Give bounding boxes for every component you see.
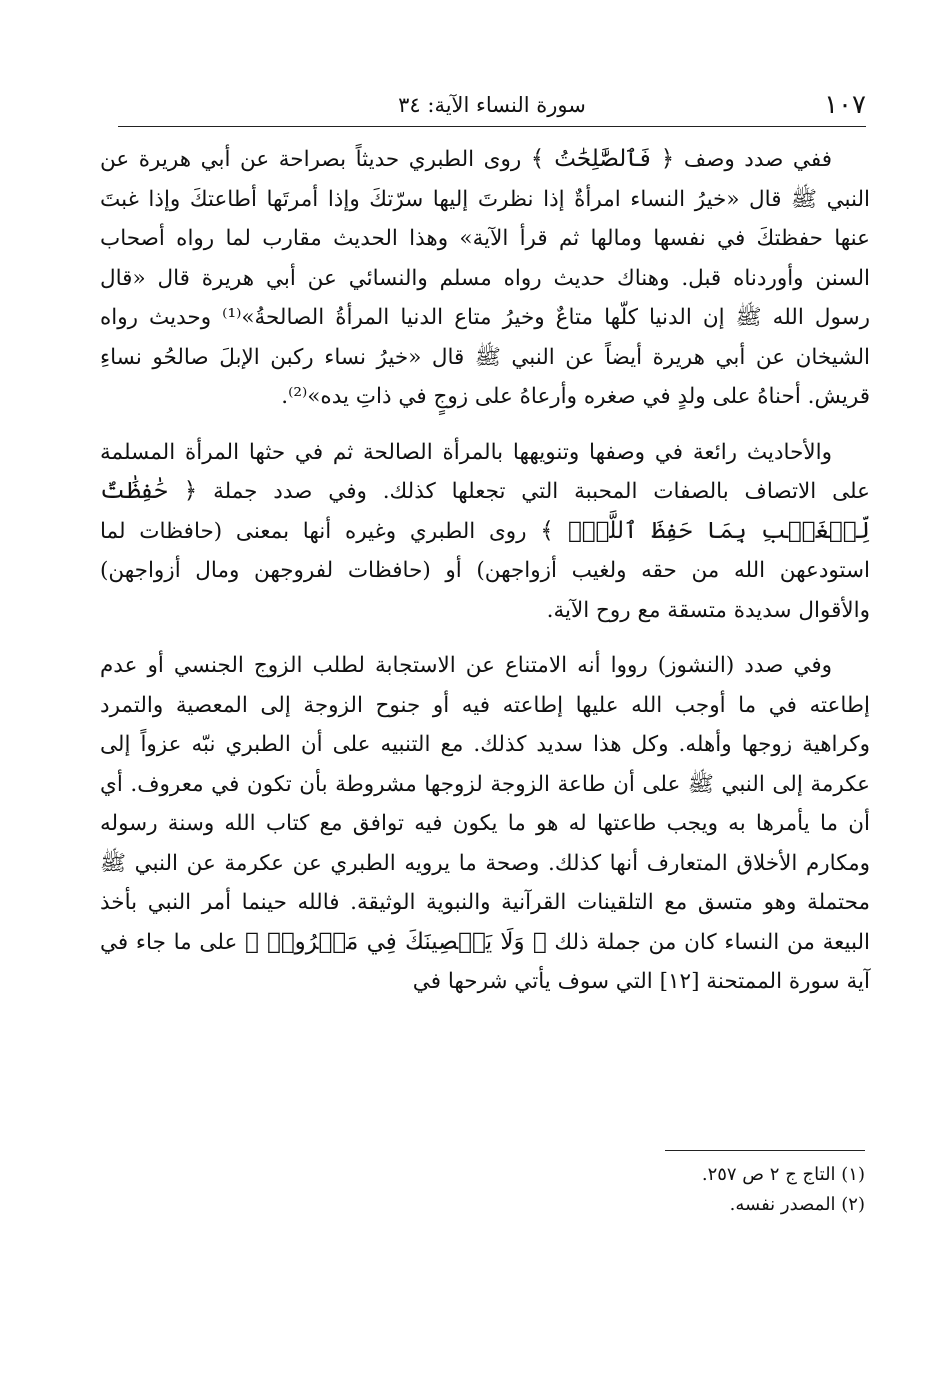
footnotes — [265, 1160, 865, 1220]
quran-verse: ﴿ فَٱلصَّٰلِحَٰتُ ﴾ — [530, 146, 675, 172]
main-text — [100, 140, 870, 1018]
quran-verse: ﴿ حَٰفِظَٰتٌ لِّلۡغَيۡبِ بِمَا حَفِظَ ٱللَّهُۚ ﴾ — [100, 478, 871, 544]
footnote: (١) التاج ج ٢ ص ٢٥٧. — [701, 1164, 865, 1185]
paragraph-text: روى الطبري حديثاً بصراحة عن أبي هريرة عن النبي ﷺ قال «خيرُ النساء امرأةٌ إذا نظرتَ إليها سرّتكَ وإذا أمرتَها أطاعتكَ وإذا غبتَ عنها حفظتكَ في نفسها ومالها ثم قرأ الآية» وهذا الحديث مقارب لما رواه أصحاب السنن وأوردناه قبل. وهناك حديث رواه مسلم والنسائي عن أبي هريرة قال «قال رسول الله ﷺ إن الدنيا كلّها متاعٌ وخيرُ متاع الدنيا المرأةُ الصالحةُ»⁽¹⁾ وحديث رواه الشيخان عن أبي هريرة أيضاً عن النبي ﷺ قال «خيرُ نساء ركبن الإبلَ صالحُو نساءِ قريش. أحناهُ على ولدٍ في صغره وأرعاهُ على زوجٍ في ذاتِ يده»⁽²⁾. — [100, 147, 871, 409]
footnote-divider — [665, 1150, 865, 1151]
paragraph-text: روى الطبري وغيره أنها بمعنى (حافظات لما استودعهن الله من حقه ولغيب أزواجهن) أو (حافظات لفروجهن ومال أزواجهن) والأقوال سديدة متسقة مع روح الآية. — [100, 518, 870, 623]
paragraph — [100, 646, 870, 1002]
footnote: (٢) المصدر نفسه. — [729, 1194, 865, 1215]
page-header — [118, 88, 866, 127]
paragraph-text: وفي صدد (النشوز) رووا أنه الامتناع عن الاستجابة لطلب الزوج الجنسي أو عدم إطاعته في ما أوجب الله عليها إطاعته فيه أو جنوح الزوجة إلى المعصية والتمرد وكراهية زوجها وأهله. وكل هذا سديد كذلك. مع التنبيه على أن الطبري نبّه عزواً إلى عكرمة إلى النبي ﷺ على أن طاعة الزوجة لزوجها مشروطة بأن تكون في معروف. أي أن ما يأمرها به ويجب طاعتها له هو ما يكون فيه توافق مع كتاب الله وسنة رسوله ومكارم الأخلاق المتعارف أنها كذلك. وصحة ما يرويه الطبري عن عكرمة عن النبي ﷺ محتملة وهو متسق مع التلقينات القرآنية والنبوية الوثيقة. فالله حينما أمر النبي بأخذ البيعة من النساء كان من جملة ذلك — [100, 653, 870, 955]
paragraph-text: ففي صدد وصف — [674, 147, 832, 172]
running-title: سورة النساء الآية: ٣٤ — [398, 93, 586, 117]
page-number: ١٠٧ — [824, 90, 866, 120]
paragraph-text: على ما جاء في آية سورة الممتحنة [١٢] التي سوف يأتي شرحها في — [100, 929, 870, 994]
quran-verse: ﴿ وَلَا يَعۡصِينَكَ فِي مَعۡرُوفٖ ﴾ — [245, 928, 547, 955]
paragraph — [100, 140, 870, 417]
paragraph — [100, 433, 870, 631]
paragraph-text: والأحاديث رائعة في وصفها وتنويهها بالمرأة الصالحة ثم في حثها المرأة المسلمة على الاتصاف بالصفات المحببة التي تجعلها كذلك. وفي صدد جملة — [100, 439, 870, 504]
